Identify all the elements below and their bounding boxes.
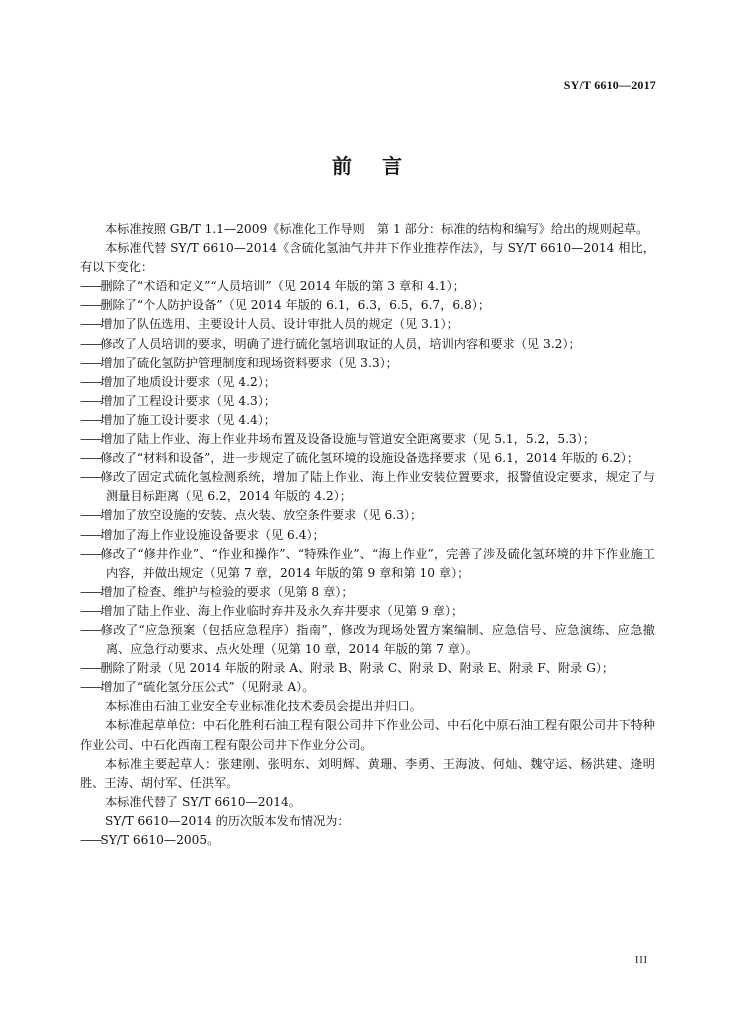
dash-marker: —— bbox=[80, 622, 101, 637]
list-item-text: 增加了陆上作业、海上作业井场布置及设备设施与管道安全距离要求（见 5.1，5.2，5.3）； bbox=[100, 432, 596, 447]
page-title: 前言 bbox=[332, 154, 432, 178]
list-item-text: 增加了检查、维护与检验的要求（见第 8 章）； bbox=[100, 584, 354, 599]
document-body bbox=[80, 220, 655, 850]
dash-marker: —— bbox=[80, 336, 101, 351]
dash-marker: —— bbox=[80, 508, 101, 523]
list-item bbox=[80, 468, 655, 506]
dash-marker: —— bbox=[80, 527, 101, 542]
list-item-text: 增加了施工设计要求（见 4.4）； bbox=[100, 412, 276, 427]
list-item-text: 修改了“修井作业”、“作业和操作”、“特殊作业”、“海上作业”，完善了涉及硫化氢环境的井下作业施工内容，并做出规定（见第 7 章，2014 年版的第 9 章和第 10 章）； bbox=[100, 546, 655, 580]
intro-paragraph: 本标准按照 GB/T 1.1—2009《标准化工作导则 第 1 部分：标准的结构和编写》给出的规则起草。 bbox=[105, 222, 649, 236]
dash-marker: —— bbox=[80, 393, 101, 408]
list-item-text: 增加了海上作业设施设备要求（见 6.4）； bbox=[100, 527, 325, 542]
changes-list bbox=[80, 277, 655, 697]
dash-marker: —— bbox=[80, 298, 101, 313]
dash-marker: —— bbox=[80, 833, 101, 847]
list-item bbox=[80, 430, 655, 449]
list-item bbox=[80, 392, 655, 411]
list-item-text: 增加了队伍选用、主要设计人员、设计审批人员的规定（见 3.1）； bbox=[100, 317, 459, 332]
dash-marker: —— bbox=[80, 603, 101, 618]
list-item bbox=[80, 678, 655, 697]
history-intro: SY/T 6610—2014 的历次版本发布情况为： bbox=[105, 813, 350, 828]
list-item bbox=[80, 526, 655, 545]
list-item bbox=[80, 373, 655, 392]
dash-marker: —— bbox=[80, 661, 101, 676]
standard-code: SY/T 6610—2017 bbox=[563, 78, 656, 92]
list-item bbox=[80, 277, 655, 296]
drafting-units: 本标准起草单位：中石化胜利石油工程有限公司井下作业公司、中石化中原石油工程有限公司井下特种作业公司、中石化西南工程有限公司井下作业分公司。 bbox=[80, 718, 655, 752]
replaces-statement: 本标准代替了 SY/T 6610—2014。 bbox=[105, 794, 301, 809]
list-item bbox=[80, 449, 655, 468]
list-item bbox=[80, 315, 655, 334]
list-item-text: 修改了人员培训的要求，明确了进行硫化氢培训取证的人员，培训内容和要求（见 3.2）； bbox=[100, 336, 581, 351]
list-item-text: 增加了放空设施的安装、点火装、放空条件要求（见 6.3）； bbox=[100, 508, 423, 523]
list-item bbox=[80, 831, 655, 850]
list-item-text: 增加了地质设计要求（见 4.2）； bbox=[100, 374, 276, 389]
dash-marker: —— bbox=[80, 680, 101, 695]
list-item bbox=[80, 354, 655, 373]
list-item-text: 修改了固定式硫化氢检测系统，增加了陆上作业、海上作业安装位置要求，报警值设定要求，规定了与测量目标距离（见 6.2，2014 年版的 4.2）； bbox=[100, 470, 655, 504]
list-item bbox=[80, 659, 655, 678]
list-item bbox=[80, 411, 655, 430]
history-list bbox=[80, 831, 655, 850]
list-item bbox=[80, 545, 655, 583]
list-item-text: 增加了硫化氢防护管理制度和现场资料要求（见 3.3）； bbox=[100, 355, 398, 370]
list-item bbox=[80, 335, 655, 354]
intro-paragraph: 本标准代替 SY/T 6610—2014《含硫化氢油气井井下作业推荐作法》，与 SY/T 6610—2014 相比，有以下变化： bbox=[80, 241, 655, 275]
page-number: III bbox=[635, 955, 648, 966]
list-item-text: 删除了“个人防护设备”（见 2014 年版的 6.1，6.3，6.5，6.7，6.8）； bbox=[100, 298, 491, 313]
list-item bbox=[80, 583, 655, 602]
dash-marker: —— bbox=[80, 584, 101, 599]
dash-marker: —— bbox=[80, 374, 101, 389]
dash-marker: —— bbox=[80, 546, 101, 561]
dash-marker: —— bbox=[80, 451, 101, 466]
list-item bbox=[80, 296, 655, 315]
list-item bbox=[80, 621, 655, 659]
list-item-text: SY/T 6610—2005。 bbox=[100, 833, 220, 847]
drafters: 本标准主要起草人：张建刚、张明东、刘明辉、黄珊、李勇、王海波、何灿、魏守运、杨洪建、逄明胜、王涛、胡付军、任洪军。 bbox=[80, 756, 655, 790]
dash-marker: —— bbox=[80, 412, 101, 427]
dash-marker: —— bbox=[80, 432, 101, 447]
list-item bbox=[80, 602, 655, 621]
list-item-text: 修改了“材料和设备”，进一步规定了硫化氢环境的设施设备选择要求（见 6.1，2014 年版的 6.2）； bbox=[100, 451, 640, 466]
list-item-text: 修改了“应急预案（包括应急程序）指南”，修改为现场处置方案编制、应急信号、应急演练、应急撤离、应急行动要求、点火处理（见第 10 章，2014 年版的第 7 章）。 bbox=[100, 622, 655, 657]
proposed-by: 本标准由石油工业安全专业标准化技术委员会提出并归口。 bbox=[105, 699, 422, 714]
list-item-text: 删除了附录（见 2014 年版的附录 A、附录 B、附录 C、附录 D、附录 E、附录 F、附录 G）； bbox=[100, 661, 615, 676]
list-item-text: 增加了“硫化氢分压公式”（见附录 A）。 bbox=[100, 680, 315, 695]
dash-marker: —— bbox=[80, 355, 101, 370]
dash-marker: —— bbox=[80, 279, 101, 294]
list-item bbox=[80, 506, 655, 525]
list-item-text: 增加了陆上作业、海上作业临时弃井及永久弃井要求（见第 9 章）； bbox=[100, 603, 464, 618]
dash-marker: —— bbox=[80, 317, 101, 332]
list-item-text: 增加了工程设计要求（见 4.3）； bbox=[100, 393, 276, 408]
list-item-text: 删除了“术语和定义”“人员培训”（见 2014 年版的第 3 章和 4.1）； bbox=[100, 279, 465, 294]
dash-marker: —— bbox=[80, 470, 101, 485]
